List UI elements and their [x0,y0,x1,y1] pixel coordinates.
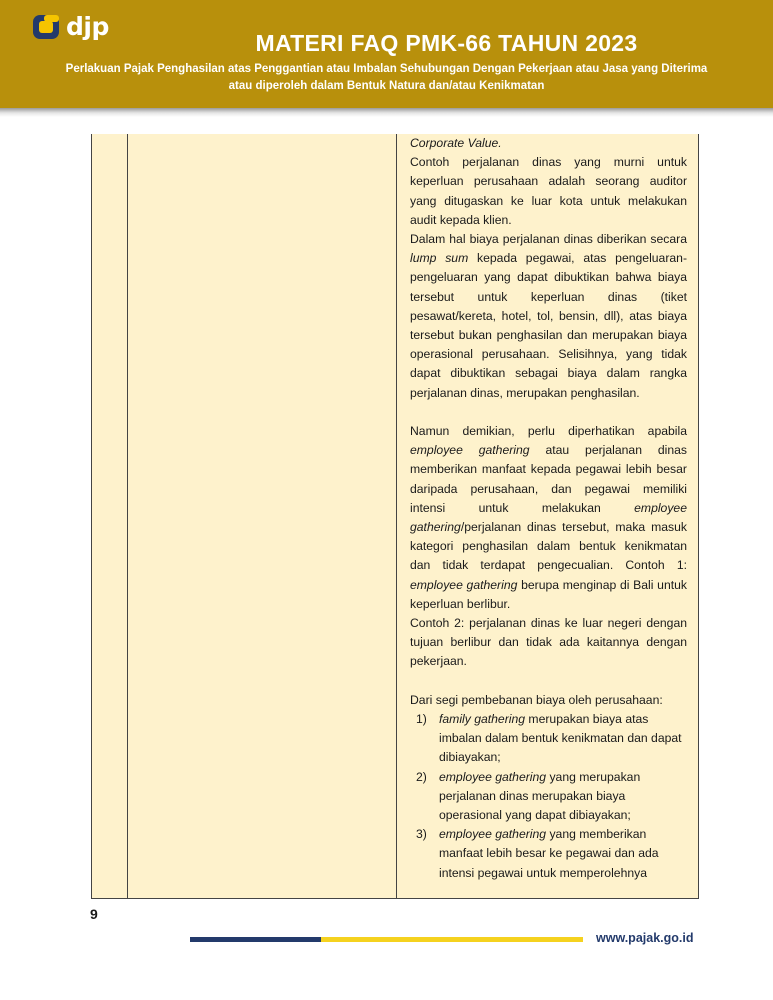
list-item: 1) family gathering merupakan biaya atas imbalan dalam bentuk kenikmatan dan dapat dibiayakan; [416,712,682,765]
paragraph-cost-loading: Dari segi pembebanan biaya oleh perusahaan: [410,692,663,707]
cost-list [410,710,687,883]
column-divider-2 [396,134,397,898]
subtitle-line-1: Perlakuan Pajak Penghasilan atas Penggantian atau Imbalan Sehubungan Dengan Pekerjaan atau Jasa yang Diterima [65,63,708,75]
answer-cell [410,134,687,883]
page-number: 9 [90,906,98,922]
list-item: 3) employee gathering yang memberikan manfaat lebih besar ke pegawai dan ada intensi pegawai untuk memperolehnya [416,827,659,880]
paragraph-example-2: Contoh 2: perjalanan dinas ke luar negeri dengan tujuan berlibur dan tidak ada kaitannya dengan pekerjaan. [410,616,687,669]
subtitle-line-2: atau diperoleh dalam Bentuk Natura dan/atau Kenikmatan [228,80,545,92]
djp-logo [30,10,110,44]
footer-bar-yellow [321,937,583,942]
footer-bar-navy [190,937,321,942]
paragraph-employee-gathering: Namun demikian, perlu diperhatikan apabila employee gathering atau perjalanan dinas memberikan manfaat kepada pegawai lebih besar daripada perusahaan, dan pegawai memiliki intensi untuk melakukan employee gathering/perjalanan dinas tersebut, maka masuk kategori penghasilan dalam bentuk kenikmatan dan tidak terdapat pengecualian. Contoh 1: employee gathering berupa menginap di Bali untuk keperluan berlibur. [410,424,687,611]
list-item: 2) employee gathering yang merupakan perjalanan dinas merupakan biaya operasional yang dapat dibiayakan; [416,769,641,823]
page-subtitle [30,61,743,95]
logo-text: djp [66,12,109,41]
header-shadow [0,108,773,117]
paragraph-corporate-value: Corporate Value. [410,136,502,150]
paragraph-example-auditor: Contoh perjalanan dinas yang murni untuk keperluan perusahaan adalah seorang auditor yang ditugaskan ke luar kota untuk melakukan audit kepada klien. [410,155,687,227]
page-title: MATERI FAQ PMK-66 TAHUN 2023 [255,30,638,56]
column-divider-1 [127,134,128,898]
header-banner [0,0,773,108]
faq-table [91,134,699,899]
paragraph-lump-sum: Dalam hal biaya perjalanan dinas diberikan secara lump sum kepada pegawai, atas pengeluaran-pengeluaran yang dapat dibuktikan bahwa biaya tersebut untuk keperluan dinas (tiket pesawat/kereta, hotel, tol, bensin, dll), atas biaya tersebut bukan penghasilan dan merupakan biaya operasional perusahaan. Selisihnya, yang tidak dapat dibuktikan sebagai biaya dalam rangka perjalanan dinas, merupakan penghasilan. [410,232,687,400]
website-link[interactable]: www.pajak.go.id [596,931,694,945]
djp-logo-icon [32,14,60,40]
